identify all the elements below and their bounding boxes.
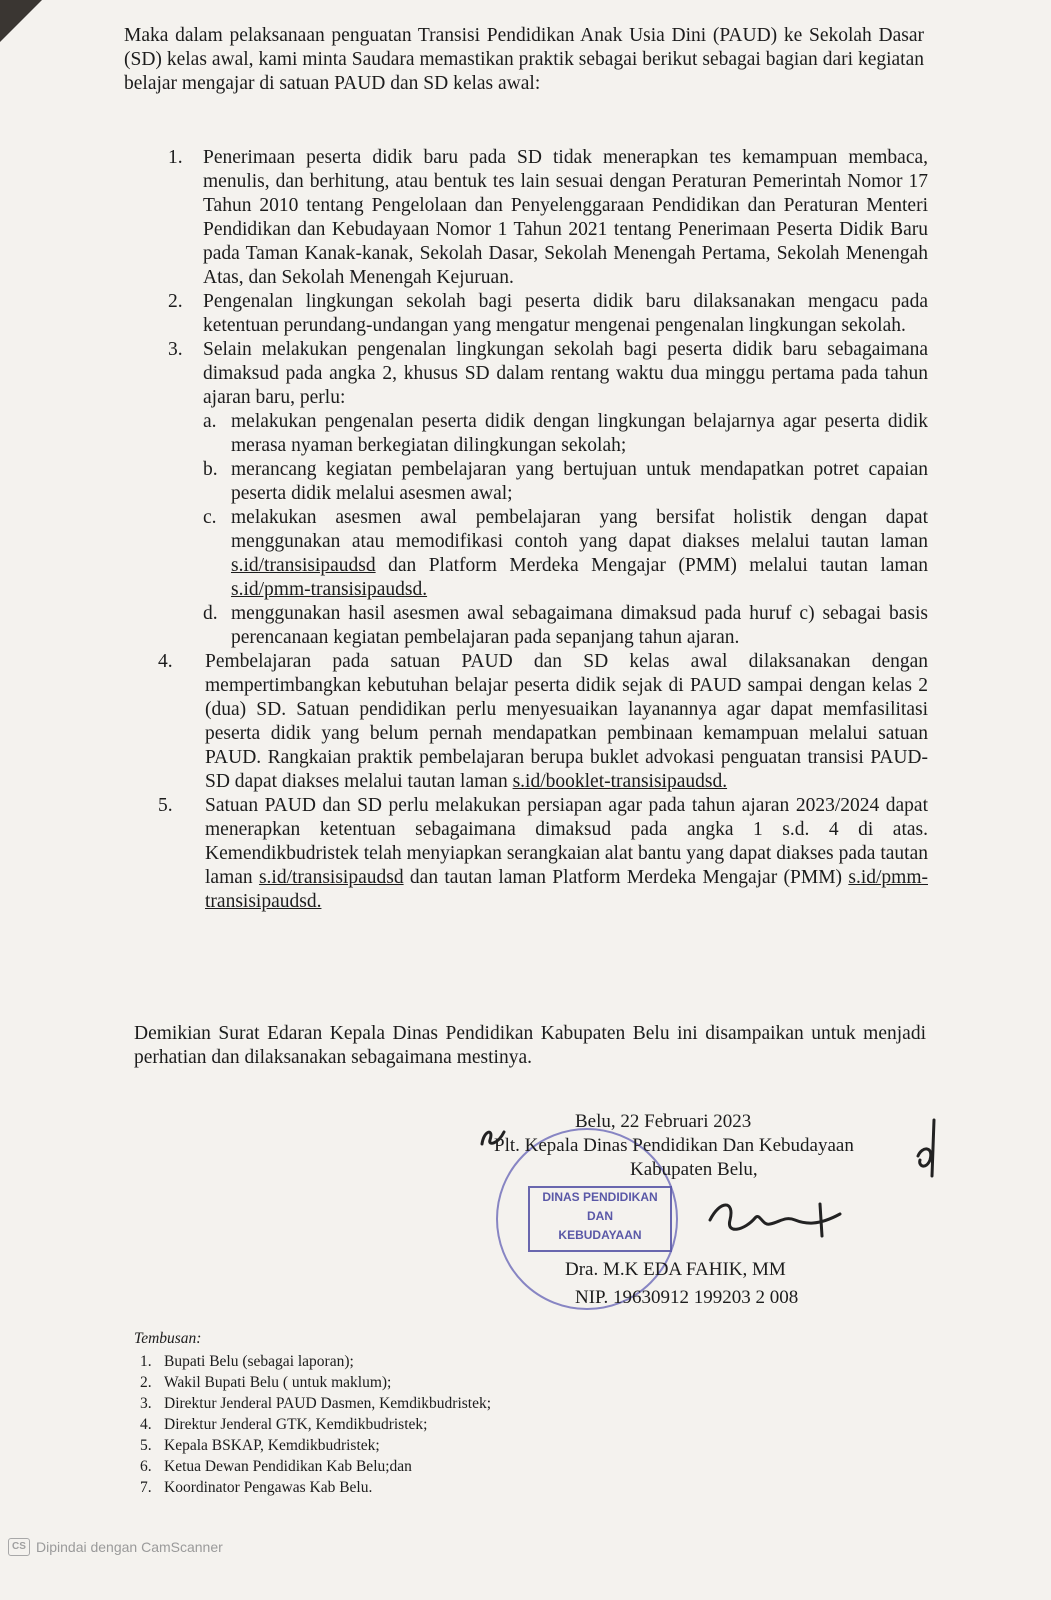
link-pmm-transisipaudsd[interactable]: s.id/pmm-transisipaudsd. xyxy=(205,867,928,912)
signature-region: Kabupaten Belu, xyxy=(630,1159,758,1180)
list-item-2 xyxy=(168,290,928,338)
list-item-text: Selain melakukan pengenalan lingkungan sekolah bagi peserta didik baru sebagaimana dimaksud pada angka 2, khusus SD dalam rentang waktu dua minggu pertama pada tahun ajaran baru, perlu: xyxy=(203,339,928,408)
sub-item-text: dan Platform Merdeka Mengajar (PMM) melalui tautan laman xyxy=(375,555,928,576)
sub-item-a xyxy=(203,410,928,458)
scan-corner-shadow xyxy=(0,0,42,42)
numbered-list xyxy=(158,146,928,914)
link-transisipaudsd[interactable]: s.id/transisipaudsd xyxy=(258,867,404,888)
list-number: 3. xyxy=(168,339,183,360)
sub-letter: c. xyxy=(203,507,217,528)
list-item-3 xyxy=(168,338,928,650)
sub-item-text: melakukan pengenalan peserta didik dengan lingkungan belajarnya agar peserta didik merasa nyaman berkegiatan dilingkungan sekolah; xyxy=(231,411,928,456)
paraf-mark-icon xyxy=(478,1124,508,1150)
sub-item-text: melakukan asesmen awal pembelajaran yang bersifat holistik dengan dapat menggunakan atau memodifikasi contoh yang dapat diakses melalui tautan laman xyxy=(231,507,928,552)
seal-line: DINAS PENDIDIKAN xyxy=(542,1190,658,1204)
list-number: 2. xyxy=(168,291,183,312)
sub-letter: d. xyxy=(203,603,218,624)
list-item: 2. Wakil Bupati Belu ( untuk maklum); xyxy=(140,1374,392,1391)
signature-date: Belu, 22 Februari 2023 xyxy=(575,1111,752,1132)
camscanner-text: Dipindai dengan CamScanner xyxy=(36,1539,223,1555)
list-item-4 xyxy=(158,650,928,794)
list-item: 4. Direktur Jenderal GTK, Kemdikbudristek; xyxy=(140,1416,428,1433)
list-item-text: Satuan PAUD dan SD perlu melakukan persiapan agar pada tahun ajaran 2023/2024 dapat menerapkan ketentuan sebagaimana dimaksud pada angka 1 s.d. 4 di atas. Kemendikbudristek telah menyiapkan serangkaian alat bantu yang dapat diakses pada tautan laman xyxy=(205,795,928,888)
tembusan-title: Tembusan: xyxy=(134,1330,202,1347)
seal-line: KEBUDAYAAN xyxy=(558,1228,642,1242)
signature-position: Plt. Kepala Dinas Pendidikan Dan Kebudayaan xyxy=(494,1135,854,1156)
list-item: 3. Direktur Jenderal PAUD Dasmen, Kemdikbudristek; xyxy=(140,1395,492,1412)
list-item-5 xyxy=(158,794,928,914)
seal-line: DAN xyxy=(587,1209,613,1223)
sub-item-d xyxy=(203,602,928,650)
list-item: 6. Ketua Dewan Pendidikan Kab Belu;dan xyxy=(140,1458,412,1475)
tembusan-section xyxy=(134,1328,491,1498)
link-pmm-transisipaudsd[interactable]: s.id/pmm-transisipaudsd. xyxy=(231,579,428,600)
camscanner-logo-icon: CS xyxy=(8,1538,30,1556)
list-item: 5. Kepala BSKAP, Kemdikbudristek; xyxy=(140,1437,380,1454)
list-item-1 xyxy=(168,146,928,290)
sub-item-text: merancang kegiatan pembelajaran yang bertujuan untuk mendapatkan potret capaian peserta didik melalui asesmen awal; xyxy=(231,459,928,504)
sub-item-c xyxy=(203,506,928,602)
sub-item-text: menggunakan hasil asesmen awal sebagaimana dimaksud pada huruf c) sebagai basis perencanaan kegiatan pembelajaran pada sepanjang tahun ajaran. xyxy=(231,603,928,648)
sub-letter: a. xyxy=(203,411,217,432)
signature-nip: NIP. 19630912 199203 2 008 xyxy=(575,1287,799,1308)
official-seal-box xyxy=(528,1186,672,1252)
list-item-text: Pengenalan lingkungan sekolah bagi peserta didik baru dilaksanakan mengacu pada ketentuan perundang-undangan yang mengatur mengenai pengenalan lingkungan sekolah. xyxy=(203,291,928,336)
list-item-text: dan tautan laman Platform Merdeka Mengajar (PMM) xyxy=(403,867,849,888)
link-booklet-transisipaudsd[interactable]: s.id/booklet-transisipaudsd. xyxy=(512,771,728,792)
closing-paragraph: Demikian Surat Edaran Kepala Dinas Pendidikan Kabupaten Belu ini disampaikan untuk menjadi perhatian dan dilaksanakan sebagaimana mestinya. xyxy=(134,1023,926,1068)
list-item-text: Pembelajaran pada satuan PAUD dan SD kelas awal dilaksanakan dengan mempertimbangkan kebutuhan belajar peserta didik sejak di PAUD sampai dengan kelas 2 (dua) SD. Satuan pendidikan perlu menyesuaikan layanannya agar dapat memfasilitasi peserta didik yang belum pernah mendapatkan pembinaan kemampuan melalui satuan PAUD. Rangkaian praktik pembelajaran berupa buklet advokasi penguatan transisi PAUD-SD dapat diakses melalui tautan laman xyxy=(205,651,928,792)
list-item: 7. Koordinator Pengawas Kab Belu. xyxy=(140,1479,373,1496)
sub-item-b xyxy=(203,458,928,506)
intro-paragraph: Maka dalam pelaksanaan penguatan Transisi Pendidikan Anak Usia Dini (PAUD) ke Sekolah Dasar (SD) kelas awal, kami minta Saudara memastikan praktik sebagai berikut sebagai bagian dari kegiatan belajar mengajar di satuan PAUD dan SD kelas awal: xyxy=(124,25,924,94)
list-number: 1. xyxy=(168,147,183,168)
handwritten-signature-icon xyxy=(700,1190,860,1250)
link-transisipaudsd[interactable]: s.id/transisipaudsd xyxy=(231,555,376,576)
sub-letter: b. xyxy=(203,459,218,480)
list-number: 4. xyxy=(158,651,173,672)
list-number: 5. xyxy=(158,795,173,816)
paraf-mark-icon xyxy=(912,1116,942,1182)
list-item: 1. Bupati Belu (sebagai laporan); xyxy=(140,1353,354,1370)
signature-name: Dra. M.K EDA FAHIK, MM xyxy=(565,1259,786,1280)
camscanner-footer xyxy=(8,1538,223,1556)
list-item-text: Penerimaan peserta didik baru pada SD tidak menerapkan tes kemampuan membaca, menulis, dan berhitung, atau bentuk tes lain sesuai dengan Peraturan Pemerintah Nomor 17 Tahun 2010 tentang Pengelolaan dan Penyelenggaraan Pendidikan dan Peraturan Menteri Pendidikan dan Kebudayaan Nomor 1 Tahun 2021 tentang Penerimaan Peserta Didik Baru pada Taman Kanak-kanak, Sekolah Dasar, Sekolah Menengah Pertama, Sekolah Menengah Atas, dan Sekolah Menengah Kejuruan. xyxy=(203,147,928,288)
tembusan-list xyxy=(134,1351,491,1498)
